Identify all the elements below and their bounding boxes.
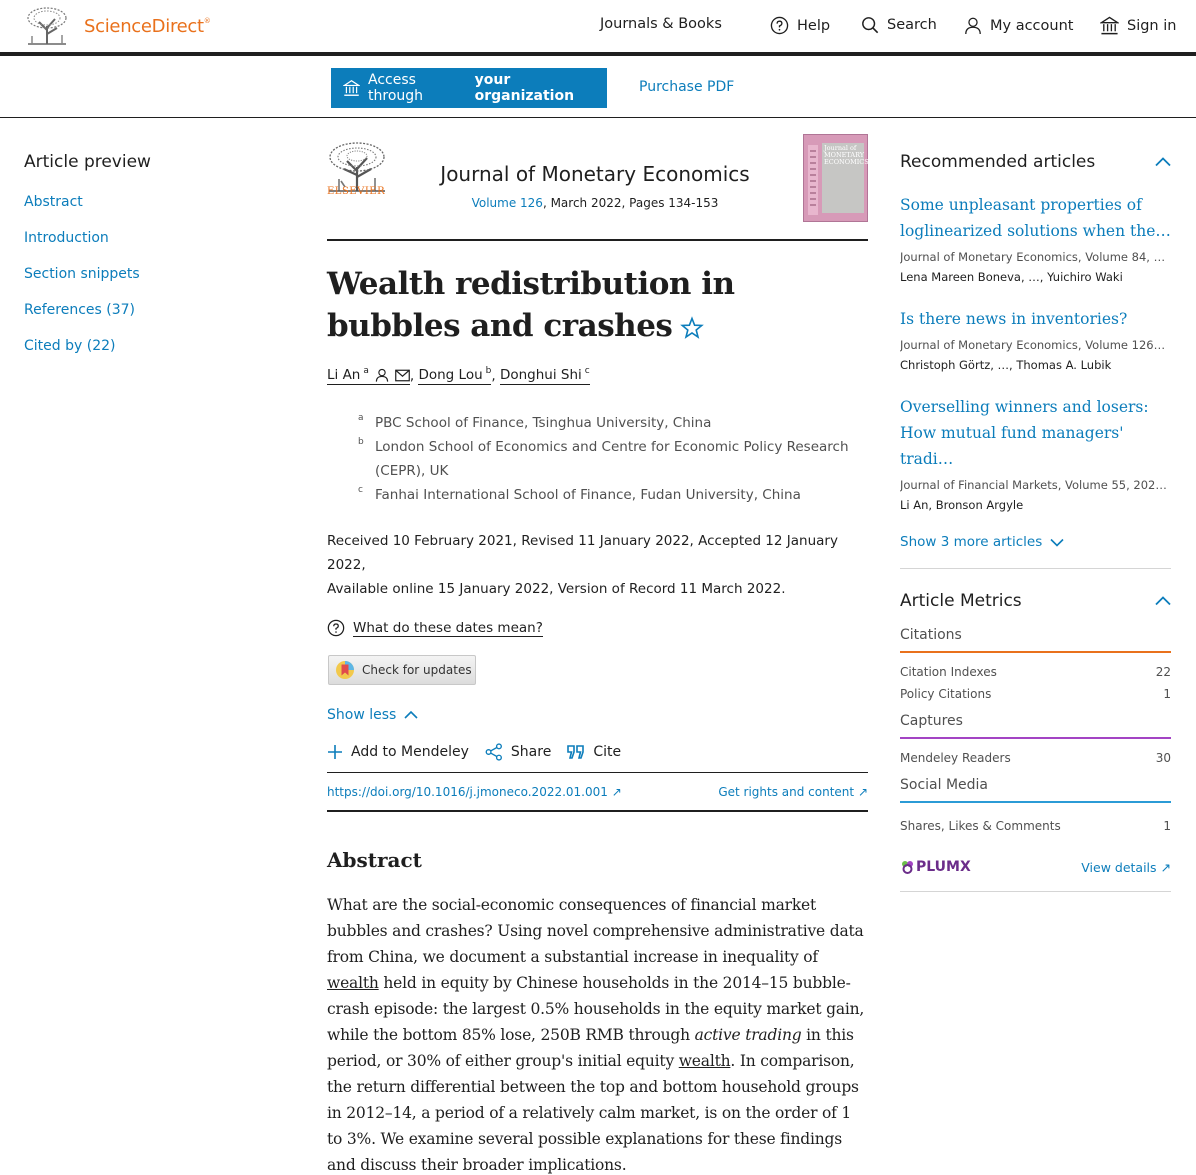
sidebar-item-cited-by[interactable]: Cited by (22)	[24, 338, 116, 354]
check-for-updates-button[interactable]	[328, 655, 476, 685]
external-link-icon: ↗	[611, 784, 622, 799]
recommended-list	[900, 192, 1171, 512]
crossmark-icon	[335, 660, 355, 680]
show-less-toggle[interactable]	[327, 707, 868, 723]
cite-button[interactable]	[567, 744, 621, 760]
abstract-part: . In comparison, the return differential between the top and bottom household groups in 2012–14, a period of a relatively calm market, is on the order of 1 to 3%. We examine several possible explanations for these findings and discuss their broader implications.	[327, 1052, 859, 1174]
volume-link[interactable]: Volume 126	[471, 196, 543, 210]
right-sidebar	[900, 152, 1171, 892]
sidebar-title: Article preview	[24, 152, 151, 172]
spacer	[900, 803, 1171, 815]
metric-row	[900, 661, 1171, 683]
chevron-up-icon	[404, 710, 418, 720]
author-separator: ,	[409, 368, 419, 384]
journal-info	[387, 196, 803, 210]
help-icon	[770, 16, 789, 35]
cover-strip-icon	[808, 145, 818, 215]
sciencedirect-logo[interactable]: ScienceDirect ®	[24, 6, 211, 46]
nav-search-label: Search	[887, 17, 937, 33]
publisher-name: ELSEVIER	[327, 186, 386, 197]
term-link-wealth[interactable]: wealth	[327, 974, 379, 992]
affiliation-label: c	[358, 485, 363, 495]
affiliation-text: London School of Economics and Centre for Economic Policy Research (CEPR), UK	[375, 439, 849, 479]
affiliation-text: Fanhai International School of Finance, Fudan University, China	[375, 487, 801, 503]
affiliations	[327, 411, 868, 507]
plumx-row	[900, 859, 1171, 875]
access-through-organization-button[interactable]	[331, 68, 607, 108]
dates-line-1: Received 10 February 2021, Revised 11 January 2022, Accepted 12 January 2022,	[327, 533, 838, 573]
divider	[900, 568, 1171, 569]
nav-help-label: Help	[797, 17, 831, 34]
abstract-emphasis: active trading	[694, 1026, 802, 1044]
list-item	[900, 192, 1171, 284]
spacer	[900, 653, 1171, 661]
recommended-article-link[interactable]: Is there news in inventories?	[900, 310, 1128, 328]
nav-sign-in[interactable]	[1100, 16, 1176, 35]
show-more-label: Show 3 more articles	[900, 534, 1043, 550]
access-prefix: Access through	[368, 72, 424, 104]
chevron-up-icon	[1155, 596, 1171, 606]
share-button[interactable]	[485, 743, 551, 761]
plumx-label: PLUMX	[916, 859, 971, 875]
divider	[900, 891, 1171, 892]
metric-label: Shares, Likes & Comments	[900, 819, 1061, 833]
doi-text: https://doi.org/10.1016/j.jmoneco.2022.01.001	[327, 784, 608, 799]
metric-category-social-media: Social Media	[900, 777, 1171, 803]
abstract-part: held in equity by Chinese households in the 2014–15 bubble-crash episode: the largest 0.5% households in the equity market gain, while the bottom 85% lose, 250B RMB through	[327, 974, 865, 1044]
author-name: Donghui Shi	[499, 367, 582, 383]
mendeley-label: Add to Mendeley	[351, 744, 469, 760]
nav-signin-label: Sign in	[1127, 17, 1177, 34]
nav-my-account[interactable]	[964, 16, 1073, 35]
abstract-text	[327, 892, 868, 1175]
share-icon	[485, 743, 503, 761]
cover-title: Journal of MONETARY ECONOMICS	[824, 144, 869, 166]
author-separator: ,	[491, 368, 500, 384]
metric-label: Citation Indexes	[900, 665, 997, 679]
star-icon[interactable]	[680, 316, 704, 340]
author-name: Dong Lou	[418, 367, 483, 383]
list-item	[900, 306, 1171, 372]
metric-category-citations: Citations	[900, 627, 1171, 653]
search-icon	[861, 16, 879, 34]
person-icon	[375, 368, 389, 382]
recommended-authors: Lena Mareen Boneva, …, Yuichiro Waki	[900, 270, 1123, 284]
author-dong-lou[interactable]	[418, 367, 491, 385]
recommended-authors: Christoph Görtz, …, Thomas A. Lubik	[900, 358, 1112, 372]
plumx-icon	[900, 859, 916, 875]
share-label: Share	[510, 744, 552, 760]
term-link-wealth[interactable]: wealth	[678, 1052, 731, 1070]
doi-link[interactable]	[327, 785, 622, 799]
recommended-journal: Journal of Monetary Economics, Volume 126…	[900, 338, 1166, 352]
plus-icon	[327, 744, 343, 760]
metric-label: Mendeley Readers	[900, 751, 1011, 765]
metrics-header[interactable]	[900, 591, 1171, 611]
affiliation-a	[358, 411, 868, 435]
nav-help[interactable]	[770, 16, 830, 35]
metric-value: 22	[1155, 665, 1171, 679]
recommended-header[interactable]	[900, 152, 1171, 172]
view-details-link[interactable]	[1081, 860, 1171, 875]
nav-journals-books[interactable]	[600, 16, 722, 32]
affiliation-b	[358, 435, 868, 483]
check-updates-label: Check for updates	[362, 663, 472, 677]
dates-meaning-link[interactable]	[327, 619, 868, 637]
journal-title[interactable]: Journal of Monetary Economics	[440, 162, 750, 186]
purchase-pdf-link[interactable]: Purchase PDF	[639, 79, 735, 95]
metric-value: 1	[1163, 687, 1171, 701]
nav-search[interactable]	[861, 16, 937, 34]
dates-meaning-label: What do these dates mean?	[353, 619, 543, 636]
user-icon	[964, 16, 982, 35]
metric-value: 1	[1163, 819, 1171, 833]
recommended-article-link[interactable]: Some unpleasant properties of loglinearized solutions when the…	[900, 196, 1171, 240]
external-link-icon: ↗	[1160, 859, 1171, 875]
affiliation-text: PBC School of Finance, Tsinghua University, China	[375, 415, 712, 431]
show-more-articles-button[interactable]	[900, 534, 1171, 550]
abstract-part: What are the social-economic consequences of financial market bubbles and crashes? Using novel comprehensive administrative data from China, we document a substantial increase in inequality of	[327, 896, 864, 966]
main-nav	[0, 16, 1196, 38]
author-sup: b	[485, 366, 492, 376]
recommended-journal: Journal of Financial Markets, Volume 55, 202…	[900, 478, 1167, 492]
abstract-part: in this period, or 30% of either group's initial equity	[327, 1026, 854, 1070]
recommended-article-link[interactable]: Overselling winners and losers: How mutual fund managers' tradi…	[900, 398, 1149, 468]
metric-label: Policy Citations	[900, 687, 992, 701]
list-item	[900, 394, 1171, 512]
article-title-text: Wealth redistribution in bubbles and crashes	[327, 266, 735, 344]
add-to-mendeley-button[interactable]	[327, 744, 469, 760]
rights-link[interactable]	[718, 785, 868, 799]
author-li-an[interactable]	[327, 367, 410, 385]
external-link-icon: ↗	[857, 784, 868, 799]
spacer	[900, 739, 1171, 747]
metric-row	[900, 683, 1171, 705]
nav-account-label: My account	[990, 17, 1074, 34]
sidebar-item-introduction[interactable]: Introduction	[24, 230, 109, 246]
author-name: Li An	[327, 367, 361, 383]
chevron-up-icon	[1155, 157, 1171, 167]
author-sup: c	[584, 366, 590, 376]
sidebar-item-references[interactable]: References (37)	[24, 302, 135, 318]
affiliation-label: a	[358, 413, 364, 423]
metric-row	[900, 747, 1171, 769]
metric-value: 30	[1155, 751, 1171, 765]
chevron-down-icon	[1050, 538, 1064, 547]
recommended-authors: Li An, Bronson Argyle	[900, 498, 1024, 512]
abstract-heading: Abstract	[327, 848, 422, 872]
quote-icon	[567, 744, 585, 760]
rights-text: Get rights and content	[718, 784, 855, 799]
recommended-title: Recommended articles	[900, 152, 1096, 172]
metrics-title: Article Metrics	[900, 591, 1022, 611]
top-header	[0, 0, 1196, 56]
nav-journals-label: Journals & Books	[600, 16, 722, 32]
dates-line-2: Available online 15 January 2022, Version of Record 11 March 2022.	[327, 581, 786, 597]
affiliation-label: b	[358, 437, 364, 447]
journal-header	[327, 134, 868, 241]
email-icon	[395, 369, 410, 382]
article-preview-sidebar	[24, 152, 274, 374]
issue-details: , March 2022, Pages 134-153	[542, 196, 719, 210]
recommended-journal: Journal of Monetary Economics, Volume 84, …	[900, 250, 1166, 264]
article-metrics	[900, 591, 1171, 892]
article-actions	[327, 741, 868, 763]
institution-icon	[1100, 16, 1119, 35]
journal-cover-image[interactable]	[803, 134, 868, 222]
article-title	[327, 263, 868, 347]
author-donghui-shi[interactable]	[500, 367, 590, 385]
access-bold: your organization	[474, 72, 575, 104]
help-icon	[327, 619, 345, 637]
brand-name: ScienceDirect	[84, 15, 204, 37]
metric-row	[900, 815, 1171, 837]
metric-category-captures: Captures	[900, 713, 1171, 739]
author-list	[327, 367, 868, 385]
show-less-label: Show less	[327, 707, 397, 723]
doi-row	[327, 772, 868, 812]
author-sup: a	[363, 366, 369, 376]
plumx-logo	[900, 859, 971, 875]
institution-icon	[343, 79, 360, 97]
view-details-label: View details	[1081, 859, 1157, 875]
article-dates	[327, 529, 868, 601]
cite-label: Cite	[593, 744, 622, 760]
sidebar-item-section-snippets[interactable]: Section snippets	[24, 266, 140, 282]
sidebar-item-abstract[interactable]: Abstract	[24, 194, 83, 210]
article-main	[327, 134, 868, 1175]
affiliation-c	[358, 483, 868, 507]
access-bar	[0, 56, 1196, 118]
